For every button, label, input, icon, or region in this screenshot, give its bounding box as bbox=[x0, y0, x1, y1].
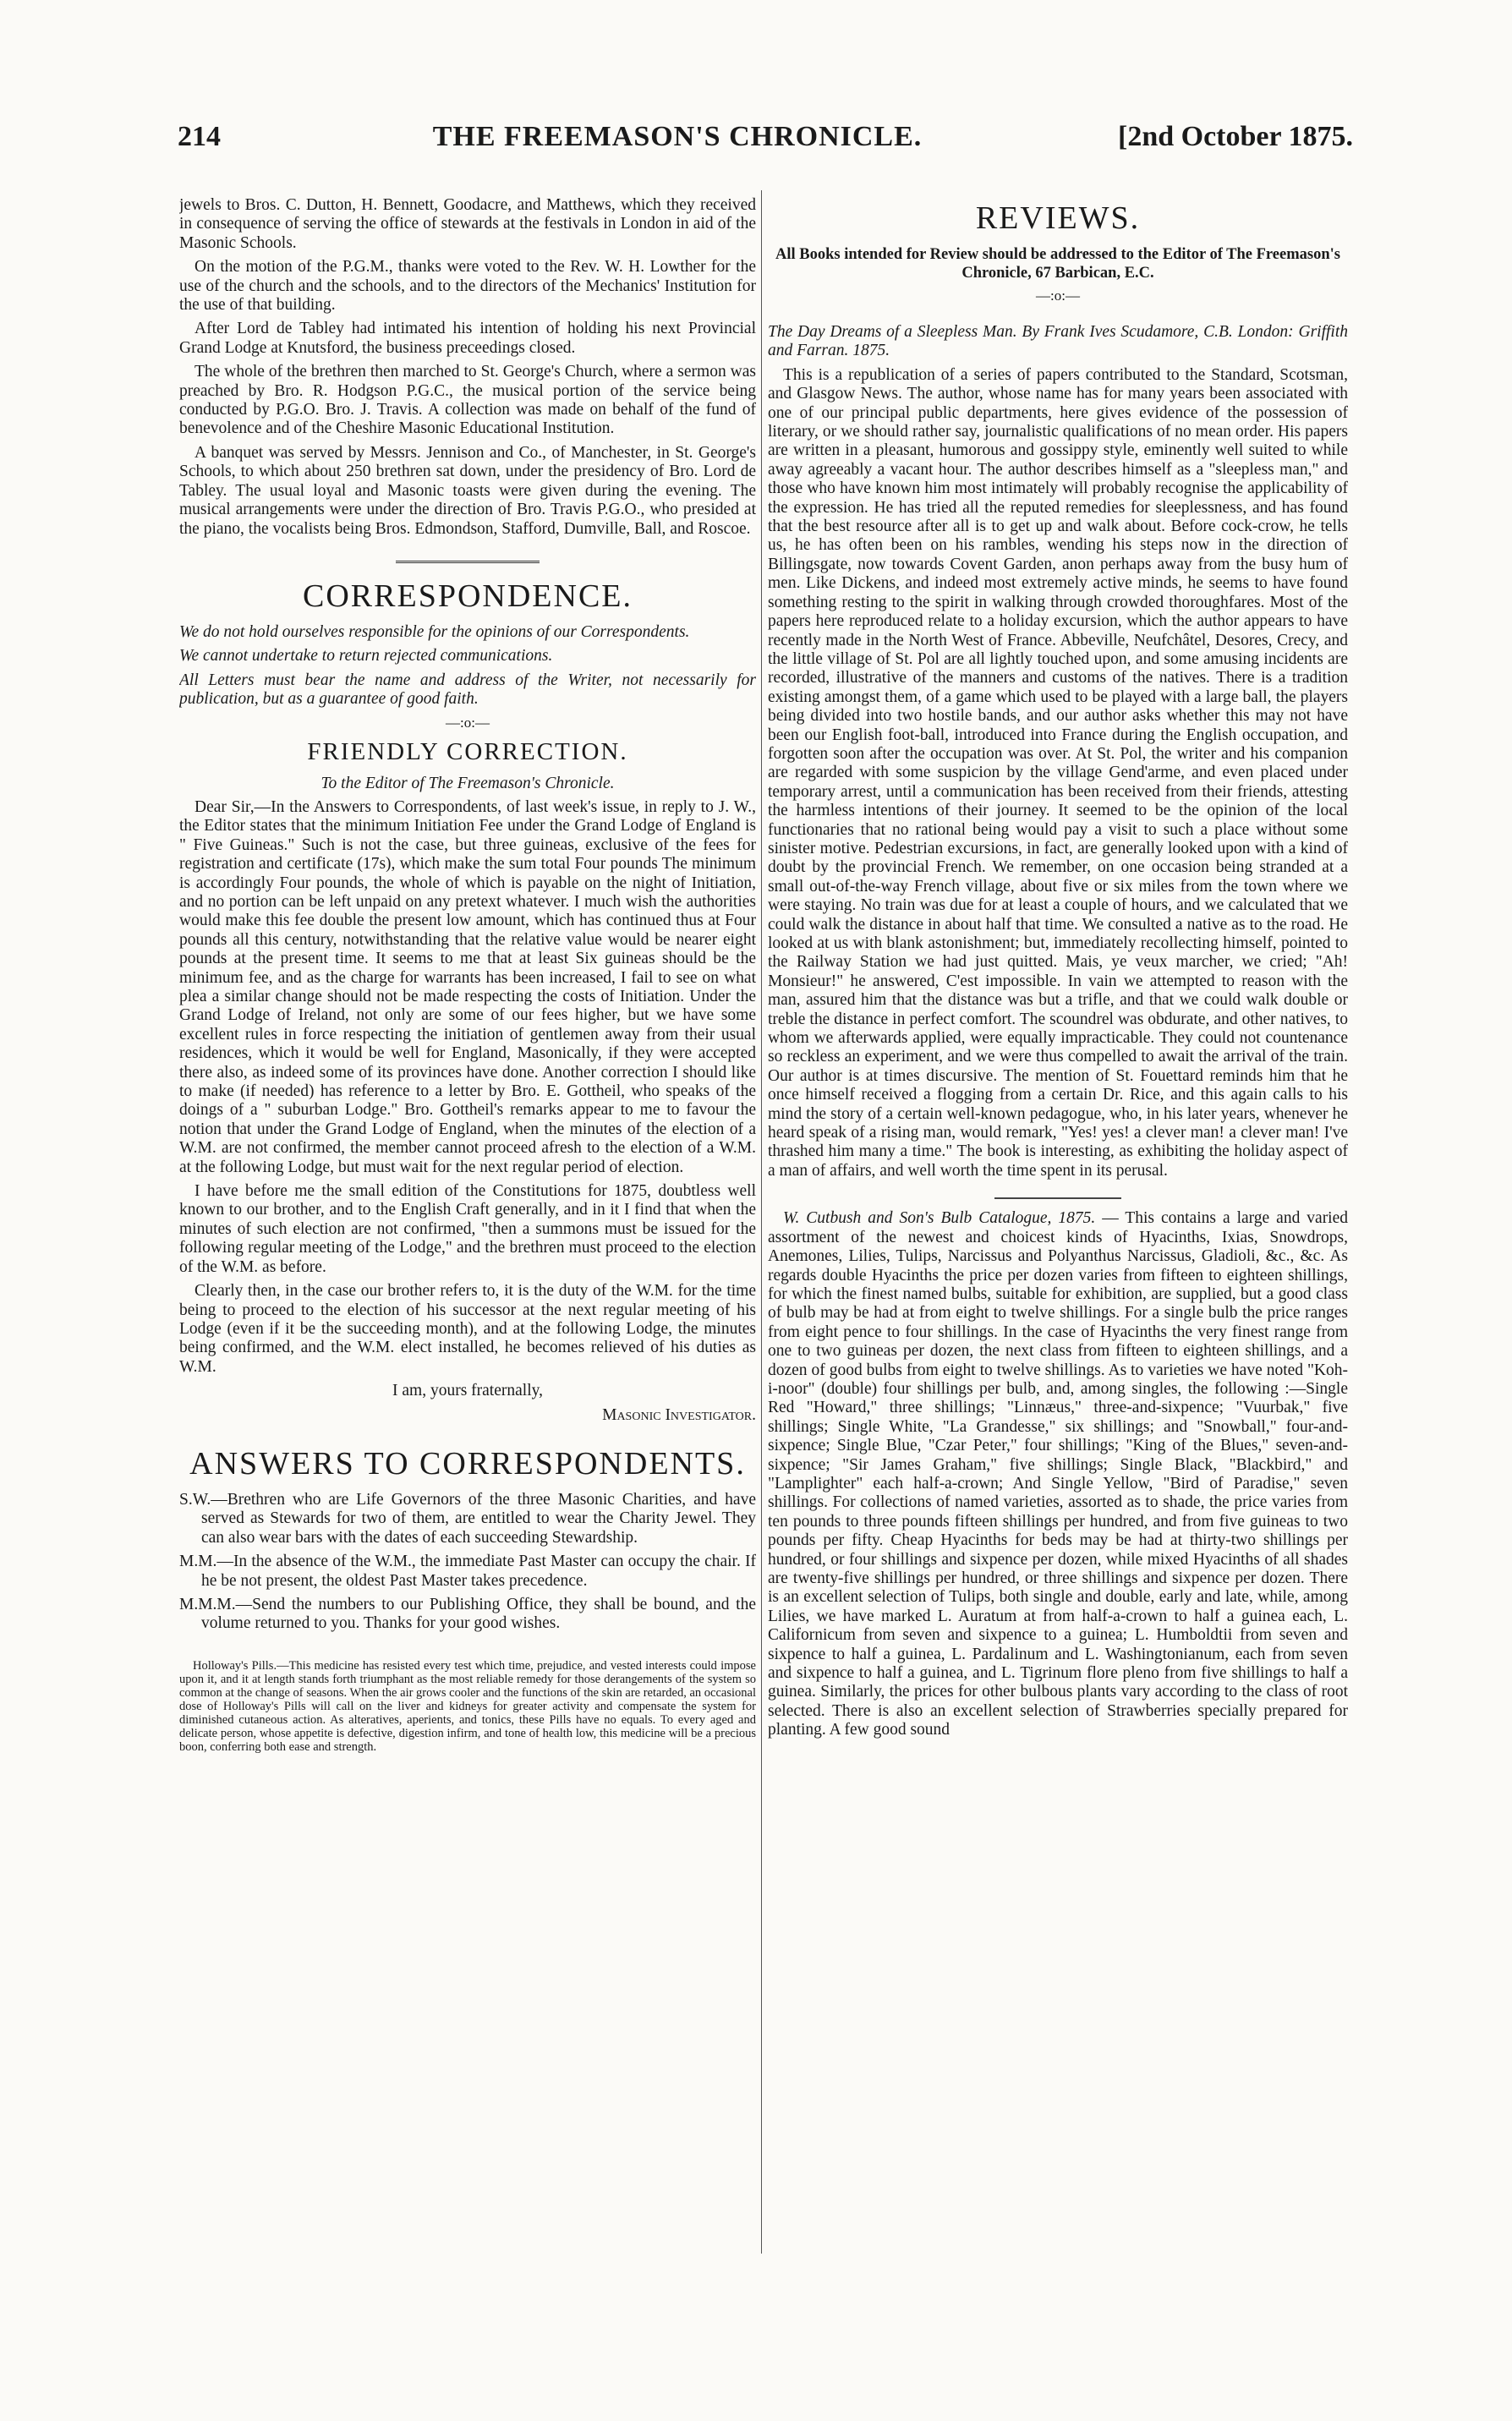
article-paragraph: The whole of the brethren then marched to St. George's Church, where a sermon was preached by Bro. R. Hodgson P.G.C., the musical portion of the service being conducted by P.G.O. Bro. J. Travis. A collection was made on behalf of the fund of benevolence and of the Cheshire Masonic Educational Institution. bbox=[179, 363, 756, 438]
article-paragraph: A banquet was served by Messrs. Jennison and Co., of Manchester, in St. George's Schools, to which about 250 brethren sat down, under the presidency of Bro. Lord de Tabley. The usual loyal and Masonic toasts were given during the evening. The musical arrangements were under the direction of Bro. Travis P.G.O., who presided at the piano, the vocalists being Bros. Edmondson, Stafford, Dumville, Ball, and Roscoe. bbox=[179, 443, 756, 538]
catalogue-review: W. Cutbush and Son's Bulb Catalogue, 1875. — This contains a large and varied assortment of the newest and choicest kinds of Hyacinths, Ixias, Snowdrops, Anemones, Lilies, Tulips, Narcissus and Polyanthus Narcissus, Gladioli, &c., &c. As regards double Hyacinths the price per dozen varies from fifteen to eighteen shillings, for which the finest named bulbs, suitable for exhibition, are supplied, but a good class of bulb may be had at from eight to twelve shillings. For a single bulb the price ranges from eight pence to four shillings. In the case of Hyacinths the very finest range from one to two guineas per dozen, the next class from fifteen to eighteen shillings, and a dozen of good bulbs from eight to twelve shillings. As to varieties we have noted "Koh-i-noor" (double) four shillings per bulb, and, among singles, the following :—Single Red "Howard," three shillings; "Linnæus," three-and-sixpence; "Vuurbak," five shillings; Single White, "La Grandesse," six shillings; and "Snowball," four-and-sixpence; Single Blue, "Czar Peter," four shillings; "King of the Blues," seven-and-sixpence; "Sir James Graham," five shillings; Single Black, "Blackbird," and "Lamplighter" each half-a-crown; And Single Yellow, "Bird of Paradise," seven shillings. For collections of named varieties, assorted as to shade, the price varies from ten pounds to three pounds fifteen shillings per hundred, and from five guineas to two pounds per fifty. Cheap Hyacinths for beds may be had at thirty-two shillings per hundred, or four shillings and sixpence per dozen, while mixed Hyacinths of all shades are twenty-five shillings per hundred, or three shillings and sixpence per dozen. There is an excellent selection of Tulips, both single and double, early and late, while, among Lilies, we have marked L. Auratum at from half-a-crown to half a guinea each, L. Californicum from seven and sixpence to a guinea; L. Humboldtii from seven and sixpence to half a guinea, L. Pardalinum and L. Washingtonianum, each from seven and sixpence to half a guinea, and L. Tigrinum flore pleno from five shillings to half a guinea. Similarly, the prices for other bulbous plants vary according to the class of root selected. There is also an excellent selection of Strawberries specially prepared for planting. A few good sound bbox=[768, 1209, 1348, 1739]
letter-paragraph: Dear Sir,—In the Answers to Correspondents, of last week's issue, in reply to J. W., the Editor states that the minimum Initiation Fee under the Grand Lodge of England is " Five Guineas." Such is not the case, but three guineas, exclusive of the fees for registration and certificate (17s), which make the sum total Four pounds The minimum is accordingly Four pounds, the whole of which is payable on the night of Initiation, and no portion can be left unpaid on any pretext whatever. I much wish the authorities would make this fee double the present low amount, which has continued thus at Four pounds all this century, notwithstanding that the relative value would be nearer eight pounds at the present time. It seems to me that at least Six guineas should be the minimum fee, and as the charge for warrants has been increased, I fail to see on what plea a similar change should not be made respecting the costs of Initiation. Under the Grand Lodge of Ireland, not only are some of our fees higher, but we have some excellent rules in force respecting the initiation of gentlemen away from their usual residences, which it would be well for England, Masonically, if they were accepted there also, as indeed some of its provinces have done. Another correction I should like to make (if needed) has reference to a letter by Bro. E. Gottheil, who speaks of the doings of a " suburban Lodge." Bro. Gottheil's remarks appear to me to favour the notion that under the Grand Lodge of England, when the minutes of the election of a W.M. are not confirmed, the member cannot proceed afresh to the election of a W.M. at the following Lodge, but must wait for the next regular period of election. bbox=[179, 797, 756, 1176]
answer-item: M.M.—In the absence of the W.M., the immediate Past Master can occupy the chair. If he be not present, the oldest Past Master takes precedence. bbox=[179, 1553, 756, 1590]
letter-paragraph: Clearly then, in the case our brother refers to, it is the duty of the W.M. for the time being to proceed to the election of his successor at the next regular meeting of his Lodge (even if it be the succeeding month), and at the following Lodge, the minutes being confirmed, and the W.M. elect installed, he becomes relieved of his duties as W.M. bbox=[179, 1282, 756, 1376]
separator: —:o:— bbox=[1036, 288, 1080, 304]
answers-list bbox=[179, 1491, 756, 1634]
left-column bbox=[179, 196, 756, 2259]
correspondence-heading: CORRESPONDENCE. bbox=[303, 578, 633, 614]
issue-date: [2nd October 1875. bbox=[1118, 121, 1353, 152]
masthead-title: THE FREEMASON'S CHRONICLE. bbox=[432, 121, 923, 152]
friendly-correction-heading: FRIENDLY CORRECTION. bbox=[307, 737, 628, 765]
review-paragraph: This is a republication of a series of papers contributed to the Standard, Scotsman, and Glasgow News. The author, whose name has for many years been associated with one of our principal public departments, here gives evidence of the possession of literary, or we should rather say, journalistic qualifications of no mean order. His papers are written in a pleasant, humorous and gossippy style, eminently well suited to while away agreeably a vacant hour. The author describes himself as a "sleepless man," and those who have known him most intimately will probably recognise the applicability of the expression. He has tried all the reputed remedies for sleeplessness, and has found that the best resource after all is to get up and walk about. Before cock-crow, he tells us, he has often been on his rambles, wending his steps now in the direction of Billingsgate, now towards Covent Garden, anon perhaps away from the busy hum of men. Like Dickens, and indeed most extremely active minds, he seems to have found something resting to the spirit in walking through crowded thoroughfares. Most of the papers here reproduced relate to a holiday excursion, which the author appears to have recently made in the North West of France. Abbeville, Neufchâtel, Desores, Crecy, and the little village of St. Pol are all lightly touched upon, and some amusing incidents are recorded, illustrative of the manners and customs of the natives. There is a tradition existing amongst them, of a game which used to be played with a large ball, the players being divided into two hostile bands, and our author asks whether this may not have been our English foot-ball, introduced into France during the English occupation, and forgotten soon after the occupation was over. At St. Pol, the writer and his companion are regarded with some suspicion by the village Gend'arme, and even placed under temporary arrest, until a communication has been received from their friends, attesting the harmless intentions of their journey. It seemed to be the opinion of the local functionaries that no rational being would pay a visit to such a place without some sinister motive. Pedestrian excursions, in fact, are generally looked upon with a kind of doubt by the provincial French. We remember, on one occasion being stranded at a small out-of-the-way French village, about five or six miles from the town where we were staying. No train was due for at least a couple of hours, and we calculated that we could walk the distance in about half that time. We consulted a native as to the road. He looked at us with blank astonishment; but, immediately recollecting himself, pointed to the Railway Station we had just quitted. Mais, ye veux marcher, we cried; "Ah! Monsieur!" he answered, C'est impossible. In vain we attempted to reason with the man, assured him that the distance was but a trifle, and that we could walk double or treble the distance in perfect comfort. The scoundrel was obdurate, and other natives, to whom we afterwards applied, were equally impracticable. They could not countenance so reckless an experiment, and we were thus compelled to await the arrival of the train. Our author is at times discursive. The mention of St. Fouettard reminds him that he once himself received a flogging from a certain Dr. Rice, and this again calls to his mind the story of a certain well-known pedagogue, who, in his later years, whenever he heard speak of a rising man, would remark, "Yes! yes! a clever man! a clever man! I've thrashed him many a time." The book is interesting, as exhibiting the holiday aspect of a man of affairs, and well worth the time spent in its perusal. bbox=[768, 365, 1348, 1180]
answer-item: M.M.M.—Send the numbers to our Publishing Office, they shall be bound, and the volume returned to you. Thanks for your good wishes. bbox=[179, 1595, 756, 1633]
column-divider bbox=[761, 190, 762, 2254]
letter-signature: Masonic Investigator. bbox=[602, 1405, 756, 1424]
page-header bbox=[178, 121, 1353, 160]
review-book-title: The Day Dreams of a Sleepless Man. By Frank Ives Scudamore, C.B. London: Griffith and Farran. 1875. bbox=[768, 323, 1348, 360]
review-book-title: W. Cutbush and Son's Bulb Catalogue, 1875. bbox=[783, 1209, 1096, 1228]
right-column bbox=[768, 196, 1348, 2259]
article-paragraph: After Lord de Tabley had intimated his intention of holding his next Provincial Grand Lodge at Knutsford, the business preceedings closed. bbox=[179, 320, 756, 357]
editorial-note: We do not hold ourselves responsible for the opinions of our Correspondents. bbox=[179, 622, 690, 641]
letter-address: To the Editor of The Freemason's Chronicle. bbox=[320, 774, 615, 792]
article-paragraph: jewels to Bros. C. Dutton, H. Bennett, Goodacre, and Matthews, which they received in consequence of serving the office of stewards at the festivals in London in aid of the Masonic Schools. bbox=[179, 196, 756, 252]
article-paragraph: On the motion of the P.G.M., thanks were voted to the Rev. W. H. Lowther for the use of the church and the schools, and to the directors of the Mechanics' Institution for the use of that building. bbox=[179, 258, 756, 315]
answers-heading: ANSWERS TO CORRESPONDENTS. bbox=[189, 1445, 746, 1482]
separator: —:o:— bbox=[446, 714, 490, 731]
holloway-advertisement: Holloway's Pills.—This medicine has resisted every test which time, prejudice, and vested interests could impose upon it, and it at length stands forth triumphant as the most reliable remedy for those derangements of the system so common at the change of seasons. When the air grows cooler and the functions of the skin are retarded, an occasional dose of Holloway's Pills will call on the liver and kidneys for greater activity and compensate the system for diminished cutaneous action. As alteratives, aperients, and tonics, these Pills have no equals. To every aged and delicate person, whose appetite is defective, digestion infirm, and tone of health low, this medicine will be a precious boon, conferring both ease and strength. bbox=[179, 1658, 756, 1754]
section-rule bbox=[396, 561, 540, 566]
reviews-heading: REVIEWS. bbox=[975, 200, 1141, 236]
reviews-note: All Books intended for Review should be addressed to the Editor of The Freemason's Chronicle, 67 Barbican, E.C. bbox=[775, 246, 1340, 282]
answer-item: S.W.—Brethren who are Life Governors of the three Masonic Charities, and have served as Stewards for two of them, are entitled to wear the Charity Jewel. They can also wear bars with the dates of each succeeding Stewardship. bbox=[179, 1490, 756, 1547]
editorial-note: We cannot undertake to return rejected communications. bbox=[179, 647, 553, 666]
editorial-note: All Letters must bear the name and address of the Writer, not necessarily for publication, but as a guarantee of good faith. bbox=[179, 671, 756, 709]
letter-closing: I am, yours fraternally, bbox=[392, 1382, 543, 1400]
page-number: 214 bbox=[178, 121, 221, 152]
letter-paragraph: I have before me the small edition of the Constitutions for 1875, doubtless well known to our brother, and to the English Craft generally, and in it I find that when the minutes of such election are not confirmed, "then a summons must be issued for the following regular meeting of the Lodge," and the brethren must proceed to the election of the W.M. as before. bbox=[179, 1182, 756, 1276]
section-rule bbox=[994, 1197, 1121, 1199]
